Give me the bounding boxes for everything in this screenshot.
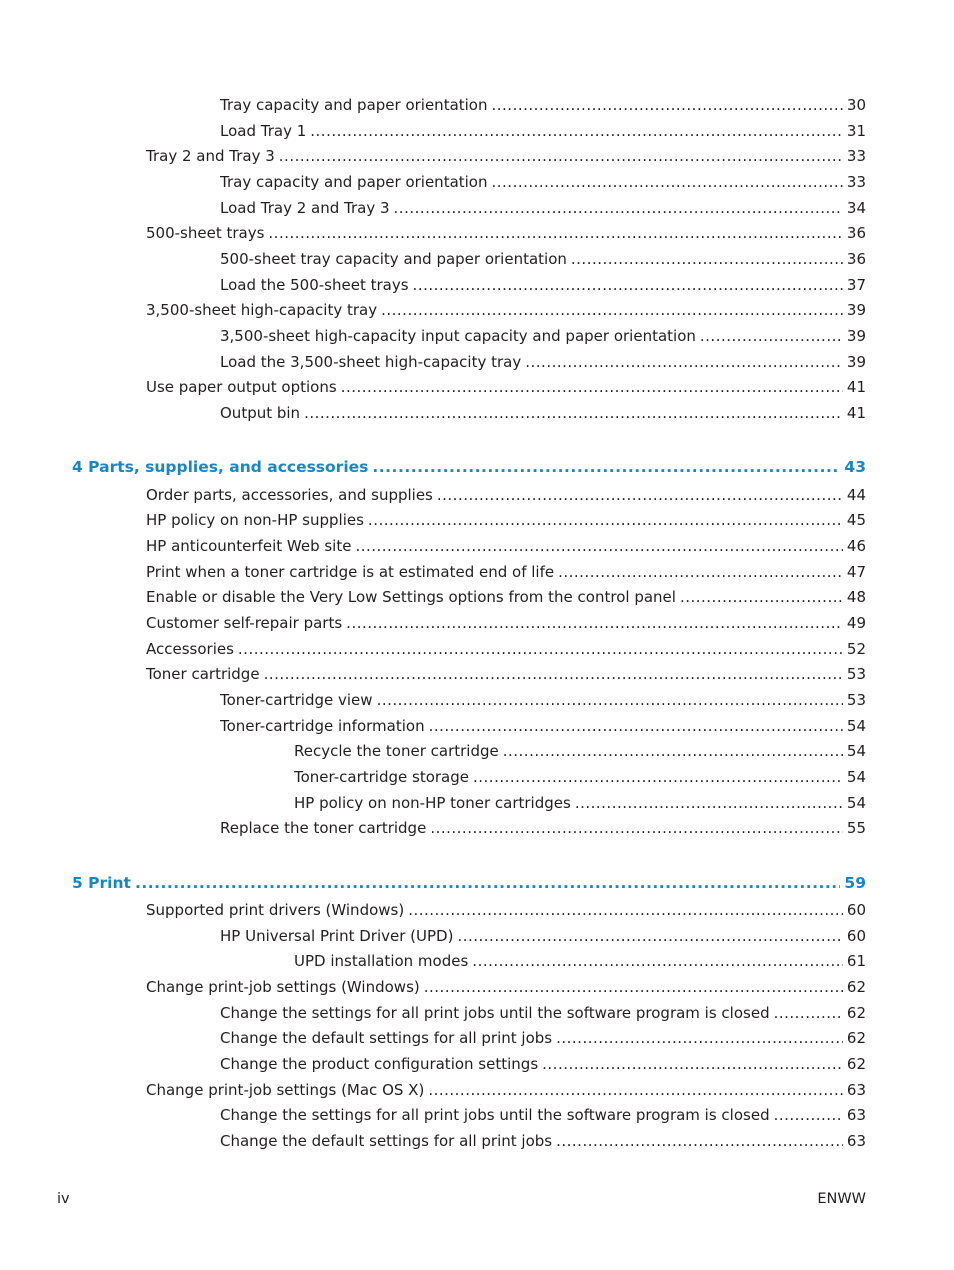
toc-entry[interactable] xyxy=(294,950,866,972)
toc-dot-leader xyxy=(457,925,842,947)
toc-entry-title: Toner-cartridge view xyxy=(220,691,373,709)
toc-dot-leader xyxy=(268,222,843,244)
toc-entry-title: Change the product configuration settings xyxy=(220,1055,539,1073)
toc-dot-leader xyxy=(304,402,843,424)
toc-entry[interactable] xyxy=(220,274,866,296)
toc-entry-title: Replace the toner cartridge xyxy=(220,819,427,837)
toc-entry-title: Accessories xyxy=(146,640,234,658)
toc-page-number: 63 xyxy=(846,1106,866,1124)
toc-dot-leader xyxy=(341,376,843,398)
toc-entry[interactable] xyxy=(220,925,866,947)
toc-dot-leader xyxy=(437,484,843,506)
toc-dot-leader xyxy=(413,274,843,296)
toc-entry-title: Use paper output options xyxy=(146,378,337,396)
toc-entry-title: Output bin xyxy=(220,404,301,422)
toc-dot-leader xyxy=(368,509,843,531)
toc-page-number: 34 xyxy=(846,199,866,217)
toc-entry-title: Change the default settings for all print jobs xyxy=(220,1132,553,1150)
toc-page-number: 37 xyxy=(846,276,866,294)
toc-page-number: 62 xyxy=(846,1055,866,1073)
toc-page-number: 54 xyxy=(846,768,866,786)
toc-dot-leader xyxy=(492,94,843,116)
toc-page-number: 44 xyxy=(846,486,866,504)
toc-page-number: 46 xyxy=(846,537,866,555)
toc-entry[interactable] xyxy=(146,586,866,608)
toc-entry[interactable] xyxy=(146,899,866,921)
toc-dot-leader xyxy=(472,950,843,972)
toc-entry[interactable] xyxy=(146,612,866,634)
toc-entry-title: Toner cartridge xyxy=(146,665,260,683)
toc-page-number: 61 xyxy=(846,952,866,970)
toc-entry-title: Toner-cartridge information xyxy=(220,717,425,735)
toc-page-number: 39 xyxy=(846,327,866,345)
toc-dot-leader xyxy=(492,171,843,193)
toc-entry-title: Tray capacity and paper orientation xyxy=(220,173,488,191)
toc-entry[interactable] xyxy=(146,1079,866,1101)
toc-page-number: 54 xyxy=(846,794,866,812)
toc-entry-title: Recycle the toner cartridge xyxy=(294,742,499,760)
toc-entry[interactable] xyxy=(294,766,866,788)
toc-dot-leader xyxy=(680,586,843,608)
footer-page-number: iv xyxy=(57,1191,70,1207)
toc-dot-leader xyxy=(238,638,843,660)
toc-entry[interactable] xyxy=(146,976,866,998)
toc-entry[interactable] xyxy=(220,1002,866,1024)
toc-entry-title: 500-sheet tray capacity and paper orientation xyxy=(220,250,567,268)
toc-entry[interactable] xyxy=(146,535,866,557)
toc-entry-title: HP anticounterfeit Web site xyxy=(146,537,352,555)
toc-entry-title: Change the settings for all print jobs until the software program is closed xyxy=(220,1004,770,1022)
toc-entry-title: Print when a toner cartridge is at estimated end of life xyxy=(146,563,555,581)
toc-page-number: 60 xyxy=(846,901,866,919)
toc-chapter-heading[interactable] xyxy=(72,872,866,894)
toc-entry[interactable] xyxy=(220,817,866,839)
toc-page-number: 36 xyxy=(846,224,866,242)
toc-entry-title: Change print-job settings (Windows) xyxy=(146,978,420,996)
toc-page-number: 52 xyxy=(846,640,866,658)
toc-dot-leader xyxy=(135,872,840,894)
toc-page-number: 36 xyxy=(846,250,866,268)
toc-page-number: 41 xyxy=(846,378,866,396)
toc-page-number: 41 xyxy=(846,404,866,422)
toc-dot-leader xyxy=(264,663,843,685)
toc-dot-leader xyxy=(408,899,843,921)
toc-page-number: 63 xyxy=(846,1081,866,1099)
toc-page-number: 62 xyxy=(846,1029,866,1047)
toc-dot-leader xyxy=(428,1079,843,1101)
toc-entry-title: Customer self-repair parts xyxy=(146,614,343,632)
toc-page-number: 31 xyxy=(846,122,866,140)
toc-entry[interactable] xyxy=(220,325,866,347)
toc-entry-title: Tray capacity and paper orientation xyxy=(220,96,488,114)
toc-page-number: 53 xyxy=(846,665,866,683)
toc-page-number: 62 xyxy=(846,978,866,996)
toc-dot-leader xyxy=(503,740,843,762)
toc-entry-title: Tray 2 and Tray 3 xyxy=(146,147,275,165)
toc-entry-title: Change the settings for all print jobs until the software program is closed xyxy=(220,1106,770,1124)
toc-dot-leader xyxy=(355,535,842,557)
toc-entry-title: Change the default settings for all print jobs xyxy=(220,1029,553,1047)
toc-dot-leader xyxy=(700,325,843,347)
toc-entry-title: Enable or disable the Very Low Settings options from the control panel xyxy=(146,588,676,606)
toc-page-number: 43 xyxy=(844,458,866,476)
toc-entry[interactable] xyxy=(220,120,866,142)
toc-page-number: 63 xyxy=(846,1132,866,1150)
toc-entry-title: Toner-cartridge storage xyxy=(294,768,469,786)
toc-entry[interactable] xyxy=(220,1104,866,1126)
toc-dot-leader xyxy=(556,1027,843,1049)
toc-page-number: 45 xyxy=(846,511,866,529)
toc-dot-leader xyxy=(556,1130,843,1152)
toc-entry-title: Load Tray 1 xyxy=(220,122,307,140)
toc-entry-title: Load the 3,500-sheet high-capacity tray xyxy=(220,353,522,371)
toc-entry-title: 3,500-sheet high-capacity input capacity and paper orientation xyxy=(220,327,696,345)
toc-entry[interactable] xyxy=(220,351,866,373)
toc-entry-title: 500-sheet trays xyxy=(146,224,265,242)
toc-dot-leader xyxy=(372,456,840,478)
toc-entry[interactable] xyxy=(220,715,866,737)
toc-entry[interactable] xyxy=(146,222,866,244)
toc-page-number: 53 xyxy=(846,691,866,709)
toc-page-number: 55 xyxy=(846,819,866,837)
toc-entry-title: Load Tray 2 and Tray 3 xyxy=(220,199,390,217)
toc-entry[interactable] xyxy=(146,663,866,685)
toc-entry-title: Change print-job settings (Mac OS X) xyxy=(146,1081,425,1099)
toc-entry-title: Supported print drivers (Windows) xyxy=(146,901,405,919)
toc-entry-title: HP policy on non-HP supplies xyxy=(146,511,364,529)
toc-page-number: 62 xyxy=(846,1004,866,1022)
toc-entry-title: UPD installation modes xyxy=(294,952,469,970)
footer-doc-code: ENWW xyxy=(817,1191,866,1207)
toc-entry[interactable] xyxy=(146,376,866,398)
toc-entry-title: HP policy on non-HP toner cartridges xyxy=(294,794,571,812)
toc-page-number: 49 xyxy=(846,614,866,632)
toc-entry[interactable] xyxy=(146,145,866,167)
toc-entry[interactable] xyxy=(220,248,866,270)
toc-entry[interactable] xyxy=(220,171,866,193)
toc-entry-title: HP Universal Print Driver (UPD) xyxy=(220,927,454,945)
toc-page-number: 59 xyxy=(844,874,866,892)
toc-dot-leader xyxy=(575,792,843,814)
toc-dot-leader xyxy=(774,1104,843,1126)
toc-entry[interactable] xyxy=(146,484,866,506)
toc-dot-leader xyxy=(542,1053,843,1075)
toc-dot-leader xyxy=(424,976,843,998)
toc-dot-leader xyxy=(473,766,843,788)
toc-entry[interactable] xyxy=(146,299,866,321)
toc-entry-title: 3,500-sheet high-capacity tray xyxy=(146,301,378,319)
toc-dot-leader xyxy=(571,248,843,270)
toc-page-number: 54 xyxy=(846,717,866,735)
toc-chapter-heading[interactable] xyxy=(72,456,866,478)
toc-entry[interactable] xyxy=(220,1130,866,1152)
toc-dot-leader xyxy=(377,689,843,711)
toc-entry[interactable] xyxy=(294,740,866,762)
toc-entry-title: Load the 500-sheet trays xyxy=(220,276,409,294)
toc-entry[interactable] xyxy=(294,792,866,814)
toc-page-number: 60 xyxy=(846,927,866,945)
toc-entry[interactable] xyxy=(220,94,866,116)
toc-dot-leader xyxy=(310,120,843,142)
toc-dot-leader xyxy=(346,612,843,634)
toc-entry[interactable] xyxy=(220,402,866,424)
toc-entry[interactable] xyxy=(146,509,866,531)
toc-entry[interactable] xyxy=(220,197,866,219)
toc-dot-leader xyxy=(394,197,843,219)
toc-page-number: 39 xyxy=(846,353,866,371)
toc-entry-title: Order parts, accessories, and supplies xyxy=(146,486,433,504)
toc-entry[interactable] xyxy=(146,561,866,583)
toc-dot-leader xyxy=(558,561,843,583)
toc-page-number: 30 xyxy=(846,96,866,114)
toc-entry[interactable] xyxy=(220,1053,866,1075)
toc-dot-leader xyxy=(279,145,843,167)
toc-dot-leader xyxy=(429,715,843,737)
toc-dot-leader xyxy=(525,351,843,373)
toc-entry[interactable] xyxy=(220,689,866,711)
toc-entry[interactable] xyxy=(220,1027,866,1049)
toc-page-number: 48 xyxy=(846,588,866,606)
toc-page-number: 33 xyxy=(846,173,866,191)
toc-page-number: 33 xyxy=(846,147,866,165)
toc-entry-title: 5 Print xyxy=(72,874,131,892)
toc-dot-leader xyxy=(430,817,843,839)
toc-dot-leader xyxy=(381,299,843,321)
toc-entry[interactable] xyxy=(146,638,866,660)
toc-page-number: 54 xyxy=(846,742,866,760)
toc-dot-leader xyxy=(774,1002,843,1024)
toc-entry-title: 4 Parts, supplies, and accessories xyxy=(72,458,369,476)
toc-page-number: 39 xyxy=(846,301,866,319)
toc-page-number: 47 xyxy=(846,563,866,581)
